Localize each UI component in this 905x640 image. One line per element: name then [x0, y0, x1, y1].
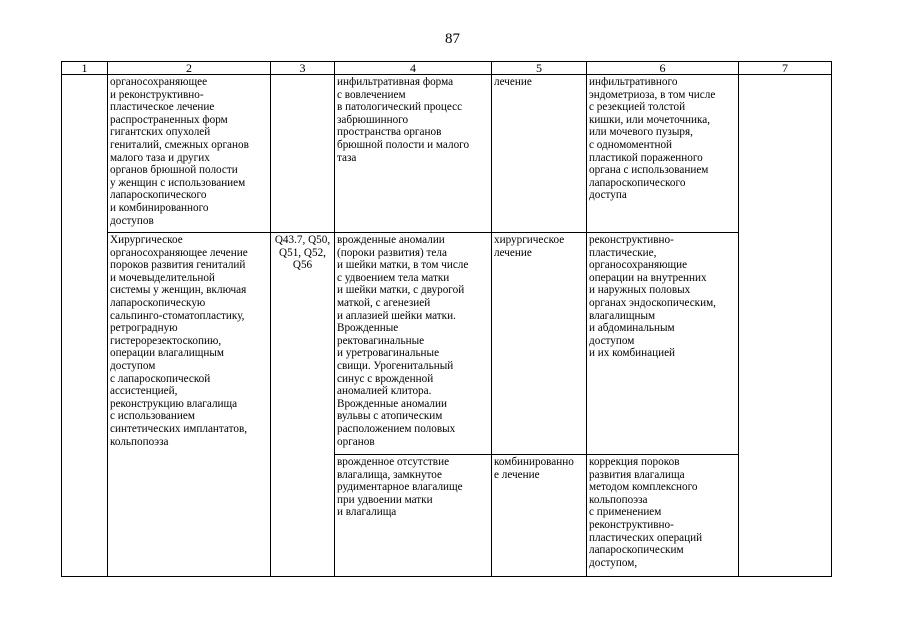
- column-number-1: 1: [62, 62, 108, 75]
- column-number-5: 5: [492, 62, 587, 75]
- patient-model-cell: врожденные аномалии (пороки развития) тела и шейки матки, в том числе с удвоением тела матки и шейки матки, с двурогой маткой, с агенезией и аплазией шейки матки. Врожденные ректовагинальные и уретровагинальные свищи. Урогенитальный синус с врожденной аномалией клитора. Врожденные аномалии вульвы с атопическим расположением половых органов: [335, 233, 492, 455]
- treatment-method-cell: реконструктивно- пластические, органосохраняющие операции на внутренних и наружных половых органах эндоскопическим, влагалищным и абдоминальным доступом и их комбинацией: [587, 233, 739, 455]
- icd-code-cell: [271, 75, 335, 233]
- row-number-cell: [62, 75, 108, 577]
- patient-model-cell: инфильтративная форма с вовлечением в патологический процесс забрюшинного пространства органов брюшной полости и малого таза: [335, 75, 492, 233]
- treatment-type-cell: хирургическое лечение: [492, 233, 587, 455]
- standard-cost-cell: [739, 75, 832, 577]
- medical-procedures-table: [61, 61, 832, 577]
- method-name-cell: Хирургическое органосохраняющее лечение пороков развития гениталий и мочевыделительной системы у женщин, включая лапароскопическую сальпинго-стоматопластику, ретроградную гистерорезектоскопию, операции влагалищным доступом с лапароскопической ассистенцией, реконструкцию влагалища с использованием синтетических имплантатов, кольпопоэза: [108, 233, 271, 577]
- treatment-method-cell: инфильтративного эндометриоза, в том числе с резекцией толстой кишки, или мочеточника, или мочевого пузыря, с одномоментной пластикой пораженного органа с использованием лапароскопического доступа: [587, 75, 739, 233]
- column-number-3: 3: [271, 62, 335, 75]
- column-number-2: 2: [108, 62, 271, 75]
- table-row: [62, 233, 832, 455]
- treatment-type-cell: комбинированно е лечение: [492, 455, 587, 577]
- page-number: 87: [445, 31, 460, 47]
- treatment-method-cell: коррекция пороков развития влагалища методом комплексного кольпопоэза с применением реконструктивно- пластических операций лапароскопическим доступом,: [587, 455, 739, 577]
- column-number-4: 4: [335, 62, 492, 75]
- column-number-6: 6: [587, 62, 739, 75]
- column-number-row: [62, 62, 832, 75]
- patient-model-cell: врожденное отсутствие влагалища, замкнутое рудиментарное влагалище при удвоении матки и влагалища: [335, 455, 492, 577]
- method-name-cell: органосохраняющее и реконструктивно- пластическое лечение распространенных форм гигантских опухолей гениталий, смежных органов малого таза и других органов брюшной полости у женщин с использованием лапароскопического и комбинированного доступов: [108, 75, 271, 233]
- icd-code-cell: Q43.7, Q50, Q51, Q52, Q56: [271, 233, 335, 577]
- column-number-7: 7: [739, 62, 832, 75]
- table-row: [62, 75, 832, 233]
- treatment-type-cell: лечение: [492, 75, 587, 233]
